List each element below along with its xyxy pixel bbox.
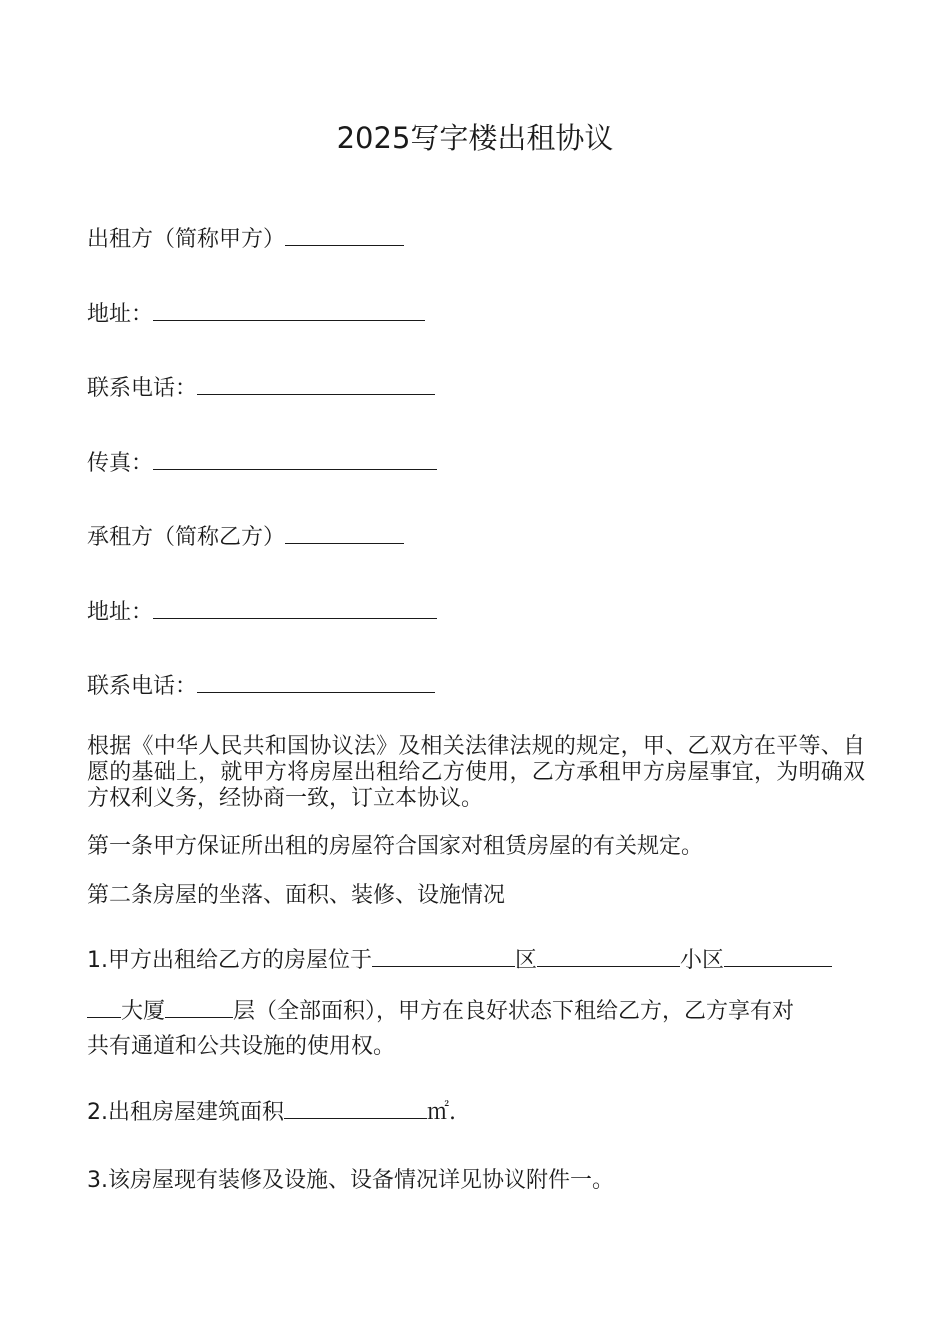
item-1-number: 1. [87, 948, 108, 973]
lessor-label: 出租方（简称甲方） [87, 227, 286, 252]
lessor-name-field [87, 221, 404, 255]
item-2-text: 出租房屋建筑面积 [108, 1100, 285, 1125]
item-1-community-label: 小区 [680, 948, 725, 973]
lessor-phone-label: 联系电话： [87, 376, 198, 401]
lessor-phone-blank[interactable] [197, 370, 435, 395]
item-2 [87, 1094, 456, 1128]
lessor-phone-field [87, 370, 435, 404]
item-1-line-3: 共有通道和公共设施的使用权。 [87, 1034, 396, 1059]
district-blank[interactable] [372, 942, 515, 967]
item-3-text: 该房屋现有装修及设施、设备情况详见协议附件一。 [108, 1168, 615, 1193]
item-1-line-1 [87, 942, 865, 976]
area-blank[interactable] [284, 1094, 427, 1119]
lessor-name-blank[interactable] [285, 221, 404, 246]
item-3 [87, 1166, 614, 1196]
building-blank-start[interactable] [724, 942, 832, 967]
lessee-address-field [87, 594, 437, 628]
item-1-district-label: 区 [515, 948, 538, 973]
lessor-fax-blank[interactable] [153, 445, 437, 470]
article-1: 第一条甲方保证所出租的房屋符合国家对租赁房屋的有关规定。 [87, 834, 704, 859]
community-blank[interactable] [537, 942, 680, 967]
lessee-address-blank[interactable] [153, 594, 437, 619]
item-1-text-a: 甲方出租给乙方的房屋位于 [108, 948, 373, 973]
lessor-fax-label: 传真： [87, 451, 154, 476]
document-title: 2025写字楼出租协议 [336, 121, 614, 155]
item-2-unit: ㎡. [427, 1100, 457, 1125]
lessor-address-field [87, 296, 425, 330]
lessee-address-label: 地址： [87, 600, 154, 625]
lessor-fax-field [87, 445, 437, 479]
lessee-phone-field [87, 668, 435, 702]
lessee-label: 承租方（简称乙方） [87, 525, 286, 550]
lessee-phone-blank[interactable] [197, 668, 435, 693]
lessor-address-label: 地址： [87, 302, 154, 327]
item-1-text-b: 层（全部面积），甲方在良好状态下租给乙方，乙方享有对 [233, 999, 795, 1024]
item-1-building-label: 大厦 [121, 999, 166, 1024]
lessee-name-field [87, 519, 404, 553]
item-2-number: 2. [87, 1100, 108, 1125]
lessor-address-blank[interactable] [153, 296, 425, 321]
item-3-number: 3. [87, 1168, 108, 1193]
preamble-paragraph: 根据《中华人民共和国协议法》及相关法律法规的规定，甲、乙双方在平等、自愿的基础上，就甲方将房屋出租给乙方使用，乙方承租甲方房屋事宜，为明确双方权利义务，经协商一致，订立本协议。 [87, 734, 865, 811]
lessee-name-blank[interactable] [285, 519, 404, 544]
item-1-line-2 [87, 993, 794, 1027]
lessee-phone-label: 联系电话： [87, 674, 198, 699]
article-2-heading: 第二条房屋的坐落、面积、装修、设施情况 [87, 883, 506, 908]
floor-blank[interactable] [165, 993, 233, 1018]
building-blank-end[interactable] [87, 993, 121, 1018]
